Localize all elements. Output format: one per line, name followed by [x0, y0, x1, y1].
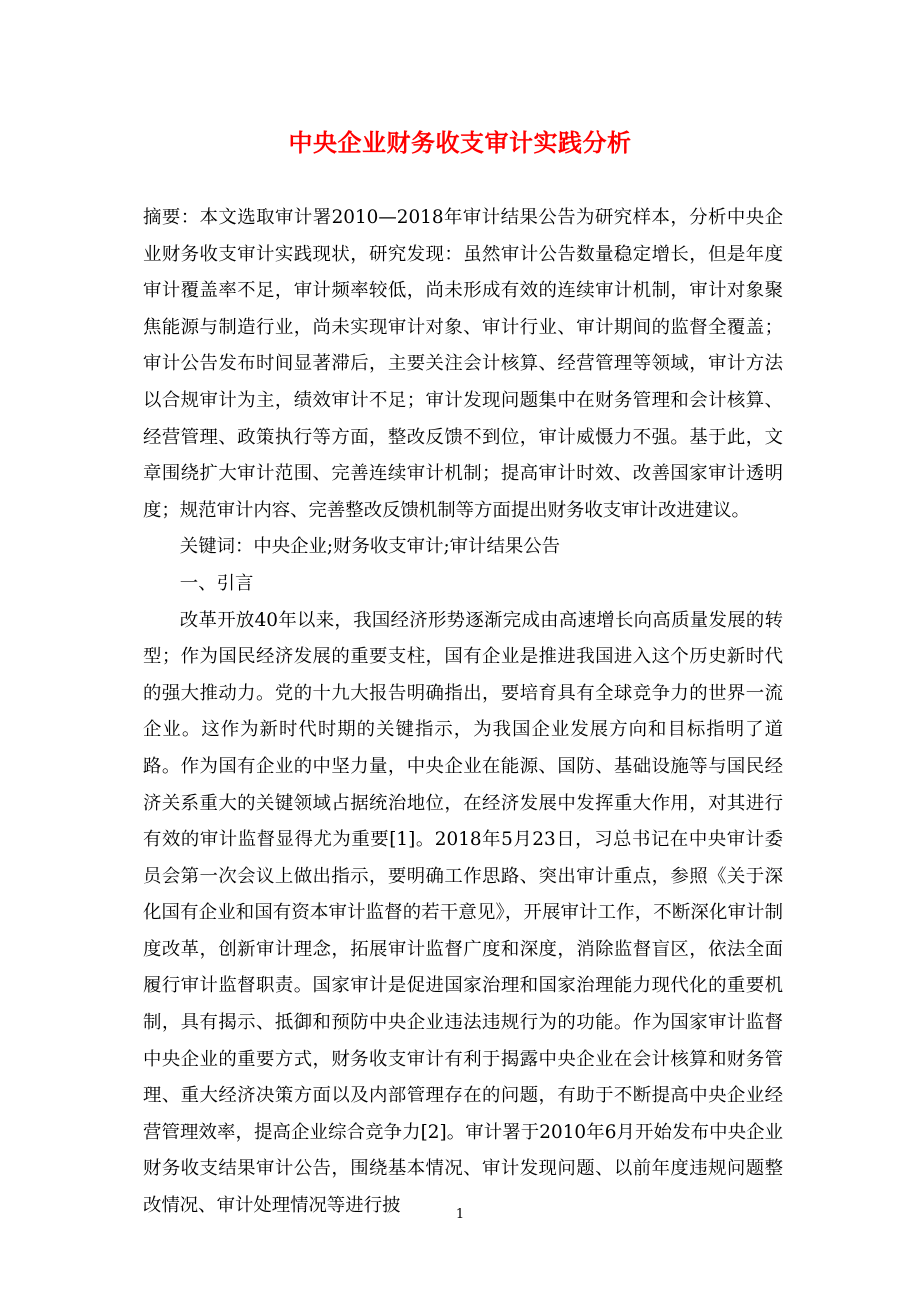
document-title: 中央企业财务收支审计实践分析 [288, 128, 632, 157]
page-number: 1 [455, 1207, 465, 1222]
abstract-paragraph: 摘要：本文选取审计署2010—2018年审计结果公告为研究样本，分析中央企业财务收支审计实践现状，研究发现：虽然审计公告数量稳定增长，但是年度审计覆盖率不足，审计频率较低，尚未形成有效的连续审计机制，审计对象聚焦能源与制造行业，尚未实现审计对象、审计行业、审计期间的监督全覆盖；审计公告发布时间显著滞后，主要关注会计核算、经营管理等领域，审计方法以合规审计为主，绩效审计不足；审计发现问题集中在财务管理和会计核算、经营管理、政策执行等方面，整改反馈不到位，审计威慑力不强。基于此，文章围绕扩大审计范围、完善连续审计机制；提高审计时效、改善国家审计透明度；规范审计内容、完善整改反馈机制等方面提出财务收支审计改进建议。 [143, 207, 783, 521]
section-heading: 一、引言 [179, 572, 254, 594]
intro-paragraph: 改革开放40年以来，我国经济形势逐渐完成由高速增长向高质量发展的转型；作为国民经济发展的重要支柱，国有企业是推进我国进入这个历史新时代的强大推动力。党的十九大报告明确指出，要培育具有全球竞争力的世界一流企业。这作为新时代时期的关键指示，为我国企业发展方向和目标指明了道路。作为国有企业的中坚力量，中央企业在能源、国防、基础设施等与国民经济关系重大的关键领域占据统治地位，在经济发展中发挥重大作用，对其进行有效的审计监督显得尤为重要[1]。2018年5月23日，习总书记在中央审计委员会第一次会议上做出指示，要明确工作思路、突出审计重点，参照《关于深化国有企业和国有资本审计监督的若干意见》，开展审计工作，不断深化审计制度改革，创新审计理念，拓展审计监督广度和深度，消除监督盲区，依法全面履行审计监督职责。国家审计是促进国家治理和国家治理能力现代化的重要机制，具有揭示、抵御和预防中央企业违法违规行为的功能。作为国家审计监督中央企业的重要方式，财务收支审计有利于揭露中央企业在会计核算和财务管理、重大经济决策方面以及内部管理存在的问题，有助于不断提高中央企业经营管理效率，提高企业综合竞争力[2]。审计署于2010年6月开始发布中央企业财务收支结果审计公告，围绕基本情况、审计发现问题、以前年度违规问题整改情况、审计处理情况等进行披 [143, 609, 783, 1217]
keywords-line: 关键词：中央企业;财务收支审计;审计结果公告 [179, 536, 561, 558]
document-body [143, 200, 783, 1225]
